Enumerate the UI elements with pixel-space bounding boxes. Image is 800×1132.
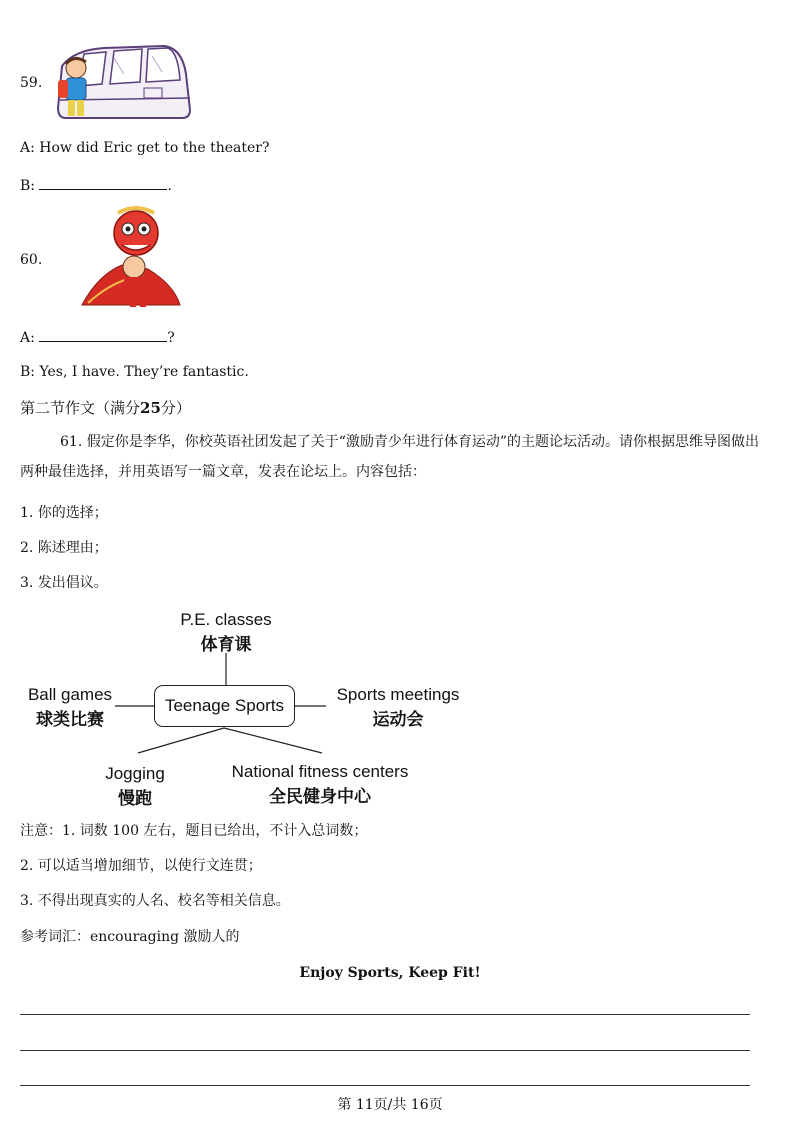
question-59-number: 59. (20, 75, 43, 91)
vocabulary-hint: 参考词汇：encouraging 激励人的 (20, 929, 240, 945)
essay-title: Enjoy Sports, Keep Fit! (299, 965, 481, 981)
mind-map-center-node: Teenage Sports (154, 685, 295, 727)
node-label-zh: 体育课 (200, 635, 252, 654)
node-label-zh: 全民健身中心 (269, 787, 371, 806)
lion-dance-illustration (78, 205, 184, 311)
question-60-number: 60. (20, 252, 43, 268)
bus-boy-illustration (44, 44, 194, 122)
requirement-item: 1. 你的选择； (20, 505, 108, 521)
section-title-suffix: 分） (160, 399, 191, 417)
node-label-zh: 运动会 (372, 710, 424, 729)
question-prefix: A: (20, 330, 35, 346)
section-title-prefix: 第二节作文（满分 (20, 399, 141, 417)
requirement-item: 3. 发出倡议。 (20, 575, 108, 591)
node-label-en: Sports meetings (336, 685, 460, 704)
requirement-item: 2. 陈述理由； (20, 540, 108, 556)
node-label-en: Ball games (27, 685, 113, 704)
question-60-answer: B: Yes, I have. They’re fantastic. (20, 364, 249, 380)
mind-map-node-bottom-left (90, 764, 180, 809)
node-label-en: Jogging (105, 764, 165, 783)
answer-blank-59[interactable] (39, 175, 167, 190)
question-suffix: ? (167, 330, 175, 346)
note-line: 注意：1. 词数 100 左右，题目已给出，不计入总词数； (20, 823, 368, 839)
mind-map-node-bottom-right (220, 762, 420, 807)
question-61-prompt: 61. 假定你是李华，你校英语社团发起了关于“激励青少年进行体育运动”的主题论坛活动。请你根据思维导图做出两种最佳选择，并用英语写一篇文章，发表在论坛上。内容包括： (20, 434, 760, 480)
section-title-score: 25 (140, 399, 161, 417)
answer-suffix: . (167, 178, 172, 194)
mind-map-node-left (20, 685, 120, 730)
answer-prefix: B: (20, 178, 36, 194)
question-59-text: A: How did Eric get to the theater? (20, 140, 270, 156)
mind-map-node-top (166, 610, 286, 655)
writing-line[interactable] (20, 1050, 750, 1051)
note-line: 2. 可以适当增加细节，以使行文连贯； (20, 858, 262, 874)
node-label-en: National fitness centers (231, 762, 409, 781)
page-footer: 第 11页/共 16页 (337, 1097, 443, 1113)
node-label-zh: 球类比赛 (36, 710, 104, 729)
note-line: 3. 不得出现真实的人名、校名等相关信息。 (20, 893, 290, 909)
answer-blank-60[interactable] (39, 327, 167, 342)
question-60-question-line (20, 327, 175, 347)
question-59-answer-line (20, 175, 172, 195)
node-label-en: P.E. classes (180, 610, 272, 629)
mind-map (20, 605, 470, 810)
node-label-zh: 慢跑 (118, 789, 152, 808)
writing-line[interactable] (20, 1085, 750, 1086)
section-title (20, 397, 191, 418)
writing-line[interactable] (20, 1014, 750, 1015)
mind-map-node-right (328, 685, 468, 730)
